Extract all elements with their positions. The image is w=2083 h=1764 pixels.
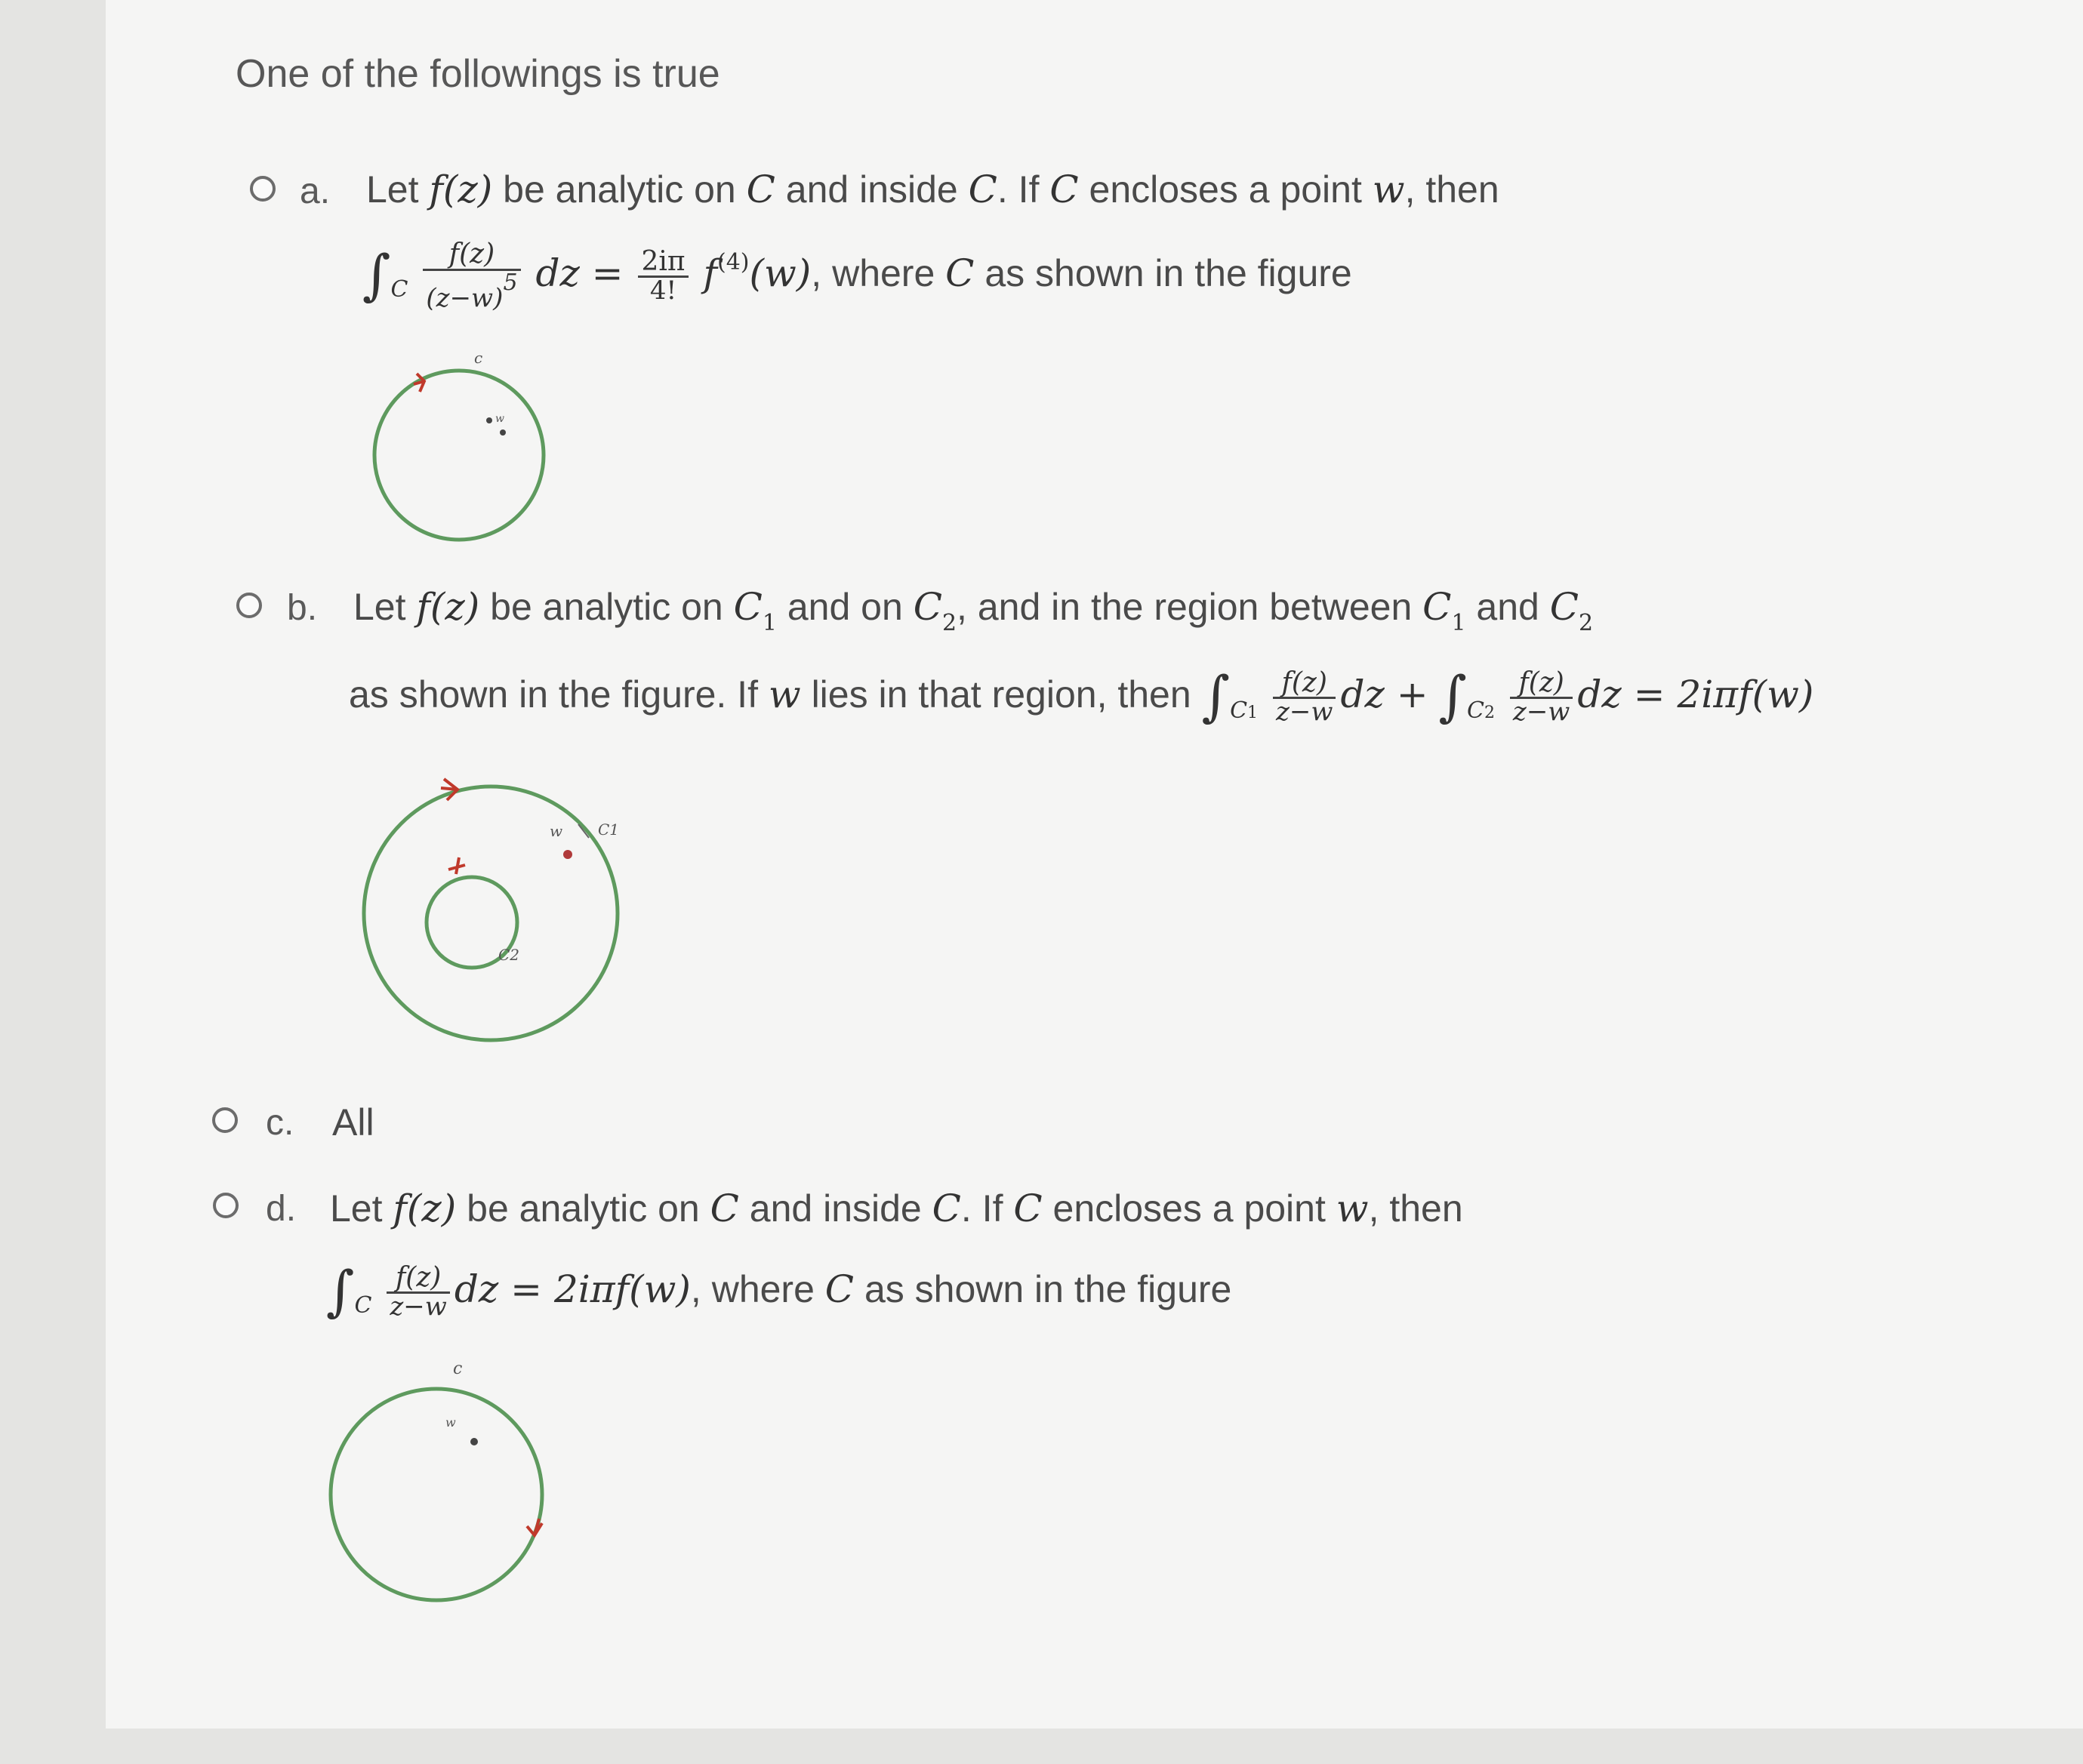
- option-d-radio[interactable]: [213, 1193, 239, 1218]
- option-d-formula: $\int_C$ $\frac{f(z)}{z-w}$ dz = 2iπf(w), where C as shown in the figure: [326, 1259, 1232, 1322]
- option-d-point-label: w: [445, 1415, 456, 1430]
- option-b-formula: as shown in the figure. If w lies in that region, then $\int_{C1}$ $\frac{f(z)}{z-w}$ dz + $\int_{C2}$ $\frac{f(z)}{z-w}$ dz = 2iπf(w): [349, 664, 1814, 728]
- option-c-letter: c.: [266, 1103, 294, 1143]
- option-b-outer-label: C1: [598, 820, 620, 839]
- option-a-statement: Let f(z) be analytic on C and inside C. If C encloses a point w, then: [366, 168, 1499, 211]
- option-b-inner-label: C2: [498, 946, 520, 964]
- option-a-radio[interactable]: [250, 176, 276, 202]
- option-a-letter: a.: [300, 171, 331, 211]
- option-c-radio[interactable]: [212, 1107, 238, 1133]
- option-a-formula: $\int_C$ $\frac{f(z)}{(z-w)5}$ dz = $\frac{2i\pi}{4!}$ $f^{(4)}(w)$, where C as shown in the figure: [362, 239, 1352, 313]
- option-a-figure: [355, 343, 566, 562]
- option-b-statement: Let f(z) be analytic on $C_1$ and on $C_2$, and in the region between $C_1$ and $C_2$: [353, 585, 1594, 636]
- option-b-letter: b.: [287, 588, 318, 628]
- option-a-point-label: w: [495, 413, 504, 425]
- option-d-figure: [325, 1359, 551, 1608]
- option-a-curve-label: c: [474, 349, 483, 367]
- option-b-point-label: w: [550, 822, 563, 840]
- option-c-text: All: [332, 1101, 374, 1144]
- option-d-curve-label: c: [453, 1359, 463, 1378]
- option-d-letter: d.: [266, 1189, 297, 1229]
- option-b-figure: [355, 770, 627, 1049]
- question-text: One of the followings is true: [236, 52, 720, 96]
- option-d-statement: Let f(z) be analytic on C and inside C. If C encloses a point w, then: [330, 1187, 1463, 1230]
- option-b-radio[interactable]: [236, 593, 262, 618]
